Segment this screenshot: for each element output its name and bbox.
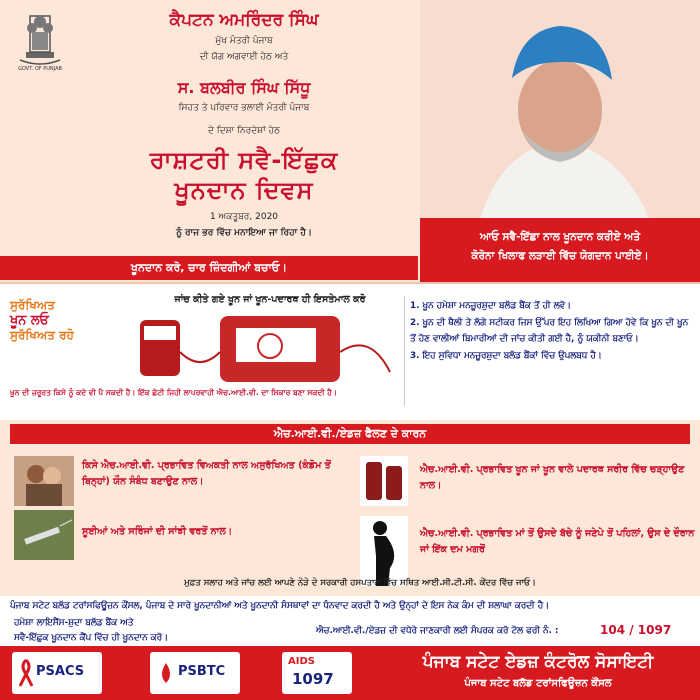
safe-blood-logo <box>10 298 130 368</box>
section-divider <box>404 296 405 406</box>
main-title-line-2: ਖੂਨਦਾਨ ਦਿਵਸ <box>174 176 314 204</box>
psbtc-logo <box>150 652 240 694</box>
psacs-logo-text: PSACS <box>36 664 85 679</box>
hiv-cause-unsafe-sex: ਕਿਸੇ ਐਚ.ਆਈ.ਵੀ. ਪ੍ਰਭਾਵਿਤ ਵਿਅਕਤੀ ਨਾਲ ਅਸੁਰੱਖਿਅਤ (ਕੰਡੋਮ ਤੋਂ ਬਿਨ੍ਹਾਂ) ਯੌਨ ਸੰਬੰਧ ਬਣਾਉਣ ਨਾਲ। <box>82 460 331 487</box>
blood-bags-image <box>360 456 408 506</box>
blood-bag-illustration <box>120 312 400 388</box>
licensed-note-line-2: ਸਵੈ-ਇੱਛੁਕ ਖੂਨਦਾਨ ਕੈਂਪ ਵਿੱਚ ਹੀ ਖੂਨਦਾਨ ਕਰੋ। <box>14 633 169 643</box>
health-minister-name: ਸ. ਬਲਬੀਰ ਸਿੰਘ ਸਿੱਧੂ <box>177 78 311 97</box>
aids-helpline-logo <box>282 652 352 694</box>
chief-minister-name: ਕੈਪਟਨ ਅਮਰਿੰਦਰ ਸਿੰਘ <box>169 10 319 30</box>
hiv-cause-infected-blood: ਐਚ.ਆਈ.ਵੀ. ਪ੍ਰਭਾਵਿਤ ਖੂਨ ਜਾਂ ਖੂਨ ਵਾਲੇ ਪਦਾਰਥ ਸਰੀਰ ਵਿੱਚ ਚੜ੍ਹਾਉਣ ਨਾਲ। <box>420 464 685 491</box>
leadership-line: ਦੀ ਯੋਗ ਅਗਵਾਈ ਹੇਠ ਅਤੇ <box>199 52 289 62</box>
top-header-section <box>0 0 700 282</box>
safe-blood-logo-line-1: ਸੁਰੱਖਿਅਤ <box>10 298 55 312</box>
free-advice-line: ਮੁਫ਼ਤ ਸਲਾਹ ਅਤੇ ਜਾਂਚ ਲਈ ਆਪਣੇ ਨੇੜੇ ਦੇ ਸਰਕਾਰੀ ਹਸਪਤਾਲ ਵਿੱਚ ਸਥਿਤ ਆਈ.ਸੀ.ਟੀ.ਸੀ. ਕੇਂਦਰ ਵਿੱਚ ਜਾਓ। <box>184 578 536 588</box>
red-ribbon-icon <box>18 658 34 688</box>
safe-blood-points <box>410 298 695 365</box>
hiv-causes-section <box>0 420 700 596</box>
hiv-cause-needle-sharing: ਸੂਈਆਂ ਅਤੇ ਸਰਿੰਜਾਂ ਦੀ ਸਾਂਝੀ ਵਰਤੋਂ ਨਾਲ। <box>82 526 233 537</box>
tested-blood-note: ਜਾਂਚ ਕੀਤੇ ਗਏ ਖੂਨ ਜਾਂ ਖੂਨ-ਪਦਾਰਥ ਹੀ ਇਸਤੇਮਾਲ ਕਰੋ <box>174 294 366 305</box>
hiv-cause-mother-to-child: ਐਚ.ਆਈ.ਵੀ. ਪ੍ਰਭਾਵਿਤ ਮਾਂ ਤੋਂ ਉਸਦੇ ਬੱਚੇ ਨੂੰ ਜਣੇਪੇ ਤੋਂ ਪਹਿਲਾਂ, ਉਸ ਦੇ ਦੌਰਾਨ ਜਾਂ ਇੱਕ ਦਮ ਮਗਰੋਂ <box>420 528 695 555</box>
event-date: 1 ਅਕਤੂਬਰ, 2020 <box>209 212 279 222</box>
appeal-line-2: ਕੋਰੋਨਾ ਖਿਲਾਫ ਲੜਾਈ ਵਿੱਚ ਯੋਗਦਾਨ ਪਾਈਏ। <box>471 250 649 262</box>
list-item: 3. ਇਹ ਸੁਵਿਧਾ ਮਨਜ਼ੂਰਸ਼ੁਦਾ ਬਲੱਡ ਬੈਂਕਾਂ ਵਿੱਚ ਉਪਲਬਧ ਹੈ। <box>410 351 602 361</box>
psacs-logo <box>12 652 102 694</box>
direction-line: ਦੇ ਦਿਸ਼ਾ ਨਿਰਦੇਸ਼ਾਂ ਹੇਠ <box>207 126 280 136</box>
health-minister-title: ਸਿਹਤ ਤੇ ਪਰਿਵਾਰ ਭਲਾਈ ਮੰਤਰੀ ਪੰਜਾਬ <box>178 103 310 113</box>
list-item: 1. ਖੂਨ ਹਮੇਸ਼ਾ ਮਨਜ਼ੂਰਸ਼ੁਦਾ ਬਲੱਡ ਬੈਂਕ ਤੋਂ ਹੀ ਲਵੋ। <box>410 301 571 311</box>
chief-minister-title: ਮੁੱਖ ਮੰਤਰੀ ਪੰਜਾਬ <box>215 36 273 46</box>
footer-bar <box>0 646 700 700</box>
appeal-box <box>420 218 700 282</box>
thanks-line: ਪੰਜਾਬ ਸਟੇਟ ਬਲੱਡ ਟਰਾਂਸਫਿਊਜ਼ਨ ਕੌਂਸਲ, ਪੰਜਾਬ ਦੇ ਸਾਰੇ ਖੂਨਦਾਨੀਆਂ ਅਤੇ ਖੂਨਦਾਨੀ ਸੰਸਥਾਵਾਂ ਦਾ ਧੰਨਵਾਦ ਕਰਦੀ ਹੈ ਅਤੇ ਉਨ੍ਹਾਂ ਦੇ ਇਸ ਨੇਕ ਕੰਮ ਦੀ ਸ਼ਲਾਘਾ ਕਰਦੀ ਹੈ। <box>0 596 700 616</box>
main-title-line-1: ਰਾਸ਼ਟਰੀ ਸਵੈ-ਇੱਛੁਕ <box>149 146 339 174</box>
hiv-causes-header: ਐਚ.ਆਈ.ਵੀ./ਏਡਜ਼ ਫੈਲਣ ਦੇ ਕਾਰਨ <box>10 424 690 444</box>
blood-drop-icon <box>158 661 174 685</box>
aids-logo-number: 1097 <box>292 670 334 688</box>
safe-blood-logo-line-3: ਸੁਰੱਖਿਅਤ ਰਹੋ <box>10 328 74 342</box>
bottom-info <box>0 616 700 646</box>
psbtc-logo-text: PSBTC <box>178 664 226 679</box>
list-item: 2. ਖੂਨ ਦੀ ਥੈਲੀ ਤੇ ਲੱਗੇ ਸਟੀਕਰ ਜਿਸ ਉੱਪਰ ਇਹ ਲਿਖਿਆ ਗਿਆ ਹੋਵੇ ਕਿ ਖੂਨ ਦੀ ਖੂਨ ਤੋਂ ਹੋਣ ਵਾਲੀਆਂ ਬਿਮਾਰੀਆਂ ਦੀ ਜਾਂਚ ਕੀਤੀ ਗਈ ਹੈ, ਨੂੰ ਯਕੀਨੀ ਬਣਾਓ। <box>410 318 689 344</box>
chief-minister-portrait <box>420 0 700 220</box>
safe-blood-logo-line-2: ਖੂਨ ਲਓ <box>10 313 49 328</box>
emblem-caption: GOVT. OF PUNJAB <box>18 66 62 72</box>
pregnant-woman-image <box>360 516 408 586</box>
slogan-banner: ਖੂਨਦਾਨ ਕਰੋ, ਚਾਰ ਜ਼ਿੰਦਗੀਆਂ ਬਚਾਓ। <box>0 256 418 280</box>
aids-logo-text: AIDS <box>288 656 315 667</box>
safe-blood-section <box>0 282 700 420</box>
organization-name: ਪੰਜਾਬ ਸਟੇਟ ਏਡਜ਼ ਕੰਟਰੋਲ ਸੋਸਾਇਟੀ <box>422 652 654 672</box>
tollfree-label: ਐਚ.ਆਈ.ਵੀ./ਏਡਜ਼ ਦੀ ਵਧੇਰੇ ਜਾਣਕਾਰੀ ਲਈ ਸੰਪਰਕ ਕਰੋ ਟੋਲ ਫਰੀ ਨੰ. : <box>316 626 559 636</box>
organization-subtitle: ਪੰਜਾਬ ਸਟੇਟ ਬਲੱਡ ਟਰਾਂਸਫਿਊਜ਼ਨ ਕੌਂਸਲ <box>464 678 612 689</box>
syringe-image <box>14 510 74 560</box>
warning-line: ਖੂਨ ਦੀ ਜ਼ਰੂਰਤ ਕਿਸੇ ਨੂੰ ਕਦੇ ਵੀ ਪੈ ਸਕਦੀ ਹੈ। ਇੱਕ ਛੋਟੀ ਜਿਹੀ ਲਾਪਰਵਾਹੀ ਐਚ.ਆਈ.ਵੀ. ਦਾ ਸ਼ਿਕਾਰ ਬਣਾ ਸਕਦੀ ਹੈ। <box>10 388 337 397</box>
punjab-emblem-icon <box>12 8 68 66</box>
licensed-bank-note <box>14 616 274 646</box>
tollfree-number: 104 / 1097 <box>600 623 672 637</box>
appeal-line-1: ਆਓ ਸਵੈ-ਇੱਛਾ ਨਾਲ ਖੂਨਦਾਨ ਕਰੀਏ ਅਤੇ <box>479 231 641 243</box>
licensed-note-line-1: ਹਮੇਸ਼ਾ ਲਾਇਸੈਂਸ-ਸ਼ੁਦਾ ਬਲੱਡ ਬੈਂਕ ਅਤੇ <box>14 618 134 628</box>
couple-image <box>14 456 74 506</box>
celebration-note: ਨੂੰ ਰਾਜ ਭਰ ਵਿੱਚ ਮਨਾਇਆ ਜਾ ਰਿਹਾ ਹੈ। <box>176 228 312 238</box>
